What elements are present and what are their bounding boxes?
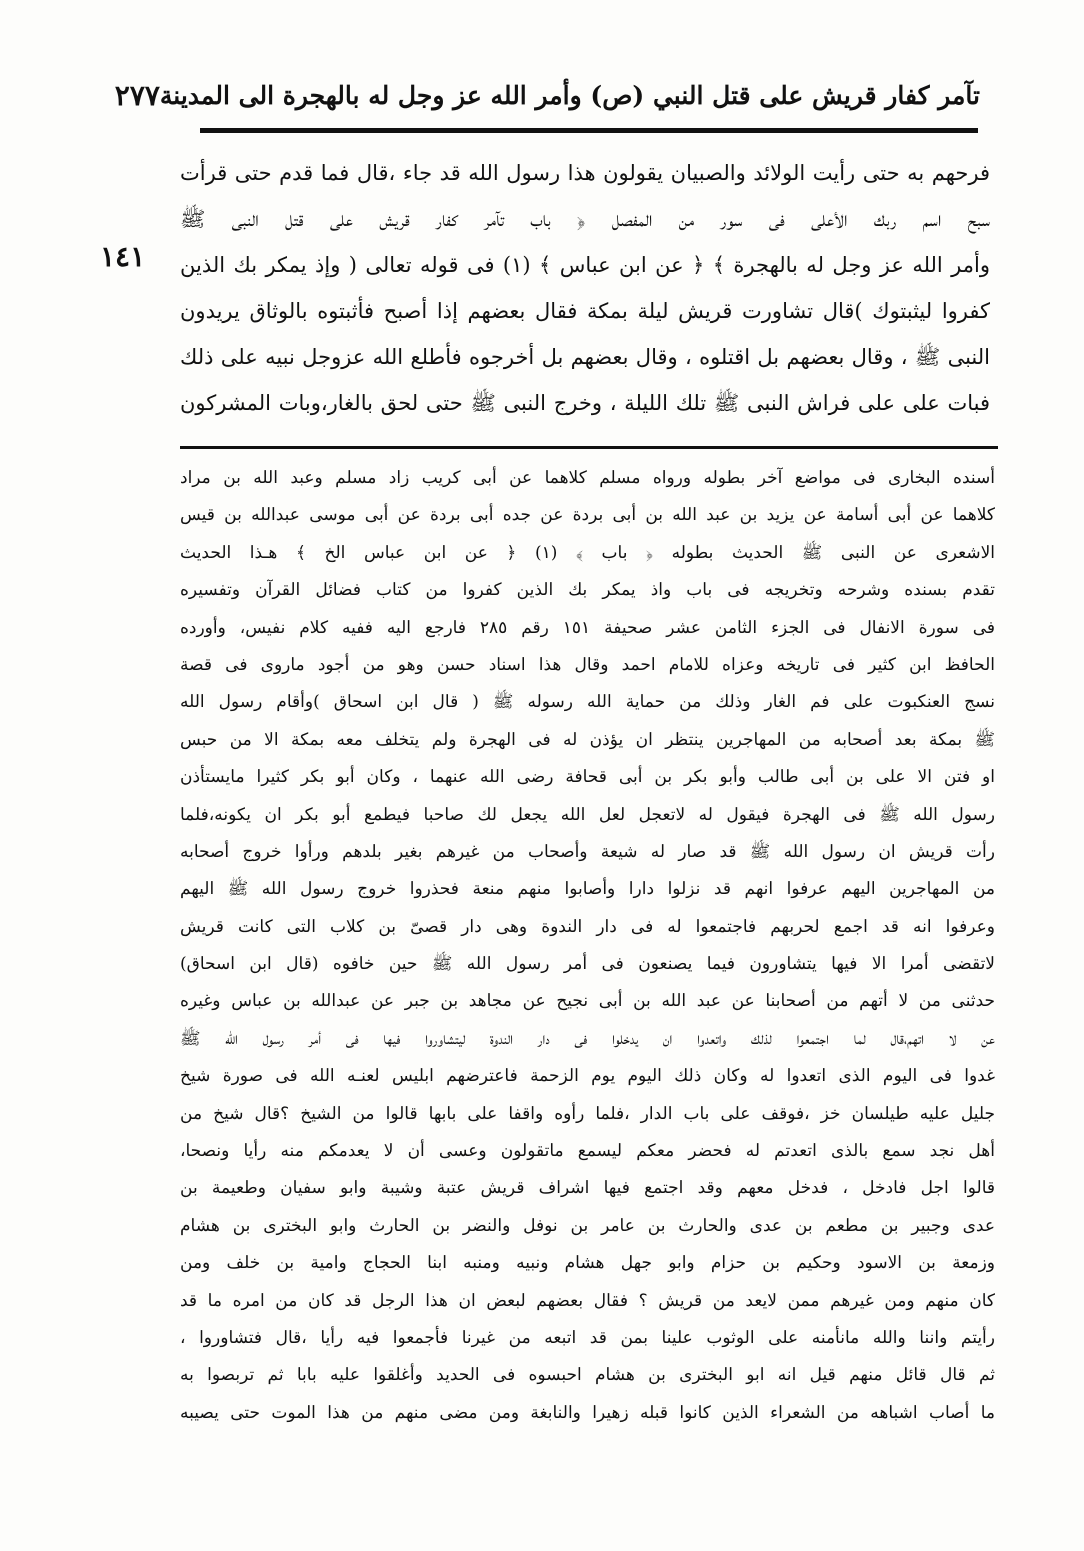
- commentary-line: فى سورة الانفال فى الجزء الثامن عشر صحيفة ١٥١ رقم ٢٨٥ فارجع اليه ففيه كلام نفيس، وأورده: [180, 617, 995, 638]
- commentary-line: جليل عليه طيلسان خز ،فوقف على باب الدار ،فلما رأوه واقفا على بابها قالوا من الشيخ ؟قال شيخ من: [180, 1103, 995, 1124]
- main-text-line: فرحهم به حتى رأيت الولائد والصبيان يقولون هذا رسول الله قد جاء ،قال فما قدم حتى قرأت: [180, 161, 990, 185]
- main-text-line: وأمر الله عز وجل له بالهجرة ﴾ ﴿ عن ابن عباس ﴾ (١) فى قوله تعالى ( وإذ يمكر بك الذين: [180, 253, 990, 277]
- commentary-line: ما أصاب اشباهه من الشعراء الذين كانوا قبله زهيرا والنابغة ومن مضى منهم من هذا الموت حتى يصيبه: [180, 1402, 995, 1423]
- commentary-line: كلاهما عن أبى أسامة عن يزيد بن عبد الله بن أبى بردة عن جده أبى بردة عن أبى موسى عبدالله بن قيس: [180, 505, 995, 526]
- running-title: تآمر كفار قريش على قتل النبي (ص) وأمر الله عز وجل له بالهجرة الى المدينة: [159, 80, 980, 110]
- commentary-line: الاشعرى عن النبى ﷺ الحديث بطوله ﴿ باب ﴾ (١) ﴿ عن ابن عباس الخ ﴾ هـذا الحديث: [180, 542, 995, 563]
- commentary-line: كان منهم ومن غيرهم ممن لايعد من قريش ؟ فقال بعضهم لبعض ان هذا الرجل قد كان من امره ما قد: [180, 1290, 995, 1311]
- commentary-line: أسنده البخارى فى مواضع آخر بطوله ورواه مسلم كلاهما عن أبى كريب زاد مسلم وعبد الله بن مراد: [180, 468, 995, 488]
- commentary-line: او فتن الا على بن أبى طالب وأبو بكر بن أبى قحافة رضى الله عنهما ، وكان أبو بكر كثيرا مايستأذن: [180, 767, 995, 788]
- main-text-line: سبح اسم ربك الأعلى فى سور من المفصل ﴿ باب تآمر كفار قريش على قتل النبى ﷺ: [180, 207, 990, 231]
- commentary-line: قالوا اجل فادخل ، فدخل معهم وقد اجتمع فيها اشراف قريش عتبة وشيبة وابو سفيان وطعيمة بن: [180, 1178, 995, 1199]
- page-header: [114, 70, 980, 120]
- commentary-line: وعرفوا انه قد اجمع لحربهم فاجتمعوا له فى دار الندوة وهى دار قصىّ بن كلاب التى كانت قريش: [180, 916, 995, 937]
- commentary-line: حدثنى من لا أتهم من أصحابنا عن عبد الله بن أبى نجيح عن مجاهد بن جبر عن عبدالله بن عباس وغيره: [180, 991, 995, 1012]
- page-number: ٢٧٧: [114, 78, 160, 112]
- commentary-line: عن لا اتهم،قال لما اجتمعوا لذلك واتعدوا ان يدخلوا فى دار الندوة ليتشاوروا فيها فى أمر رسول الله ﷺ: [180, 1028, 995, 1049]
- commentary-line: وزمعة بن الاسود وحكيم بن حزام وابو جهل هشام ونبيه ومنبه ابنا الحجاج وامية بن خلف ومن: [180, 1253, 995, 1274]
- commentary-line: ثم قال قائل منهم قيل انه ابو البخترى بن هشام احبسوه فى الحديد وأغلقوا عليه بابا ثم تربصوا به: [180, 1365, 995, 1386]
- commentary-line: غدوا فى اليوم الذى اتعدوا له وكان ذلك اليوم يوم الزحمة فاعترضهم ابليس لعنـه الله فى صورة شيخ: [180, 1066, 995, 1087]
- commentary-line: الحافظ ابن كثير فى تاريخه وعزاه للامام احمد وقال هذا اسناد حسن وهو من أجود ماروى فى قصة: [180, 654, 995, 675]
- main-text-line: النبى ﷺ ، وقال بعضهم بل اقتلوه ، وقال بعضهم بل أخرجوه فأطلع الله عزوجل نبيه على ذلك: [180, 345, 990, 369]
- commentary-line: ﷺ بمكة بعد أصحابه من المهاجرين ينتظر ان يؤذن له فى الهجرة ولم يتخلف معه بمكة الا من حبس: [180, 729, 995, 750]
- commentary-line: من المهاجرين اليهم عرفوا انهم قد نزلوا دارا وأصابوا منهم منعة فحذروا خروج رسول الله ﷺ اليهم: [180, 879, 995, 900]
- main-text-line: فبات على على فراش النبى ﷺ تلك الليلة ، وخرج النبى ﷺ حتى لحق بالغار،وبات المشركون: [180, 391, 990, 415]
- hadith-number: ١٤١: [100, 240, 146, 273]
- commentary-line: لاتقضى أمرا الا فيها يتشاورون فيما يصنعون فى أمر رسول الله ﷺ حين خافوه (قال ابن اسحاق): [180, 954, 995, 975]
- commentary-line: رأت قريش ان رسول الله ﷺ قد صار له شيعة وأصحاب من غيرهم بغير بلدهم ورأوا خروج أصحابه: [180, 841, 995, 862]
- commentary-line: نسج العنكبوت على فم الغار وذلك من حماية الله رسوله ﷺ ( قال ابن اسحاق )وأقام رسول الله: [180, 692, 995, 713]
- main-text: [180, 150, 990, 426]
- commentary-line: تقدم بسنده وشرحه وتخريجه فى باب واذ يمكر بك الذين كفروا من كتاب فضائل القرآن وتفسيره: [180, 580, 995, 601]
- text-commentary-divider: [180, 446, 998, 449]
- commentary-line: رأيتم واننا والله مانأمنه على الوثوب علينا بمن قد اتبعه من غيرنا فأجمعوا فيه رأيا ،قال فتشاوروا ،: [180, 1327, 995, 1348]
- commentary-text: [180, 460, 995, 1432]
- main-text-line: كفروا ليثبتوك )قال تشاورت قريش ليلة بمكة فقال بعضهم إذا أصبح فأثبتوه بالوثاق يريدون: [180, 299, 990, 323]
- commentary-line: رسول الله ﷺ فى الهجرة فيقول له لاتعجل لعل الله يجعل لك صاحبا فيطمع أبو بكر ان يكونه،فلما: [180, 804, 995, 825]
- commentary-line: أهل نجد سمع بالذى اتعدتم له فحضر معكم ليسمع ماتقولون وعسى أن لا يعدمكم منه رأيا ونصحا،: [180, 1141, 995, 1162]
- commentary-line: عدى وجبير بن مطعم بن عدى والحارث بن عامر بن نوفل والنضر بن الحارث وابو البخترى بن هشام: [180, 1215, 995, 1236]
- header-rule: [200, 128, 978, 133]
